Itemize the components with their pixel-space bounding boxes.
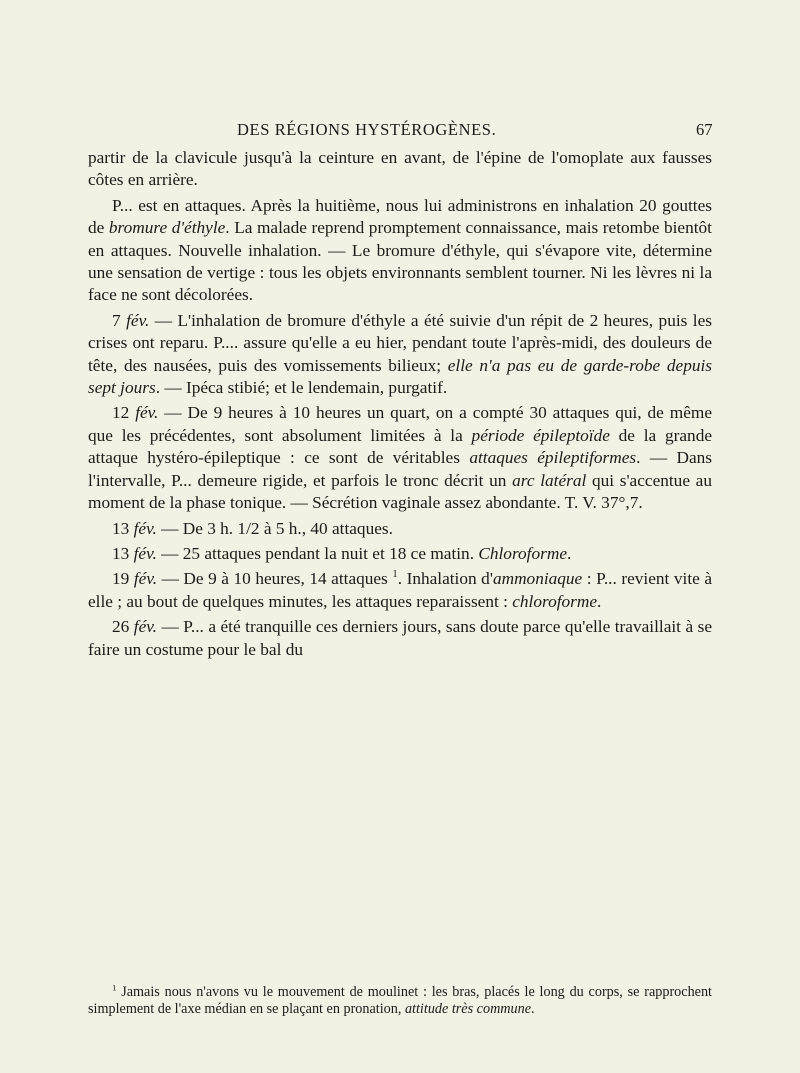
text-run: 7	[112, 310, 127, 330]
italic-text: fév.	[126, 310, 150, 330]
text-run: 12	[112, 403, 136, 423]
italic-text: fév.	[133, 569, 158, 589]
italic-text: chloroforme	[512, 591, 598, 611]
body-text	[88, 147, 712, 661]
italic-text: fév.	[133, 617, 157, 637]
text-run: . — Dans l'intervalle, P... demeure rigide, et parfois le tronc décrit un	[88, 448, 712, 490]
footnote	[88, 984, 712, 1018]
italic-text: attaques épileptiformes	[469, 448, 637, 468]
text-run: — P... a été tranquille ces derniers jours, sans doute parce qu'elle travaillait à se faire un costume pour le bal du	[88, 617, 713, 659]
text-run: 26	[112, 617, 134, 637]
footnote-marker: 1	[392, 568, 398, 581]
running-title: DES RÉGIONS HYSTÉROGÈNES.	[237, 120, 497, 139]
paragraph	[88, 543, 712, 565]
text-run: .	[567, 543, 572, 563]
text-run: . — Ipéca stibié; et le lendemain, purgatif.	[155, 378, 448, 398]
text-run: — De 9 heures à 10 heures un quart, on a compté 30 attaques qui, de même que les précédentes, sont absolument limitées à la	[88, 403, 712, 445]
text-run: 13	[112, 543, 134, 563]
text-run: 13	[112, 518, 134, 538]
italic-text: arc latéral	[512, 470, 587, 490]
italic-text: attitude très commune	[404, 1001, 532, 1017]
italic-text: elle n'a pas eu de garde-robe depuis sept jours	[88, 355, 713, 398]
text-run: partir de la clavicule jusqu'à la ceinture en avant, de l'épine de l'omoplate aux fausses côtes en arrière.	[88, 148, 712, 190]
text-run: .	[531, 1001, 535, 1017]
footnotes	[88, 984, 712, 1018]
paragraph	[88, 195, 712, 307]
paragraph	[88, 147, 712, 192]
paragraph	[88, 402, 712, 514]
italic-text: fév.	[133, 543, 157, 563]
italic-text: ammoniaque	[492, 569, 583, 589]
text-run: — De 9 à 10 heures, 14 attaques	[157, 569, 393, 589]
italic-text: fév.	[135, 403, 159, 423]
text-run: 19	[112, 569, 134, 589]
text-run: . Inhalation d'	[397, 569, 493, 589]
italic-text: période épileptoïde	[471, 425, 610, 445]
text-run: — De 3 h. 1/2 à 5 h., 40 attaques.	[156, 518, 393, 538]
paragraph	[88, 568, 712, 613]
page-number: 67	[696, 120, 713, 139]
text-run: .	[597, 591, 602, 611]
text-run: Jamais nous n'avons vu le mouvement de moulinet : les bras, placés le long du corps, se rapprochent simplement de l'axe médian en se plaçant en pronation,	[88, 984, 712, 1017]
footnote-marker: 1	[112, 982, 117, 993]
running-head	[0, 120, 800, 144]
text-run: . La malade reprend promptement connaissance, mais retombe bientôt en attaques. Nouvelle inhalation. — Le bromure d'éthyle, qui s'évapore vite, détermine une sensation de vertige : tous les objets environnants semblent tourner. Ni les lèvres ni la face ne sont décolorées.	[88, 218, 712, 305]
text-run: de la grande attaque hystéro-épileptique : ce sont de véritables	[88, 425, 713, 468]
italic-text: fév.	[133, 518, 157, 538]
text-run: qui s'accentue au moment de la phase tonique. — Sécrétion vaginale assez abondante. T. V. 37°,7.	[88, 470, 712, 513]
paragraph	[88, 518, 712, 540]
paragraph	[88, 310, 712, 400]
text-run: — L'inhalation de bromure d'éthyle a été suivie d'un répit de 2 heures, puis les crises ont reparu. P.... assure qu'elle a eu hier, pendant toute l'après-midi, des douleurs de tête, des nausées, puis des vomissements bilieux;	[88, 310, 712, 375]
text-run: — 25 attaques pendant la nuit et 18 ce matin.	[156, 543, 479, 563]
italic-text: Chloroforme	[478, 543, 567, 563]
text-run: : P... revient vite à elle ; au bout de quelques minutes, les attaques reparaissent :	[88, 569, 713, 611]
text-run: P... est en attaques. Après la huitième, nous lui administrons en inhalation 20 gouttes de	[88, 195, 712, 238]
paragraph	[88, 616, 712, 661]
italic-text: bromure d'éthyle	[108, 218, 226, 238]
